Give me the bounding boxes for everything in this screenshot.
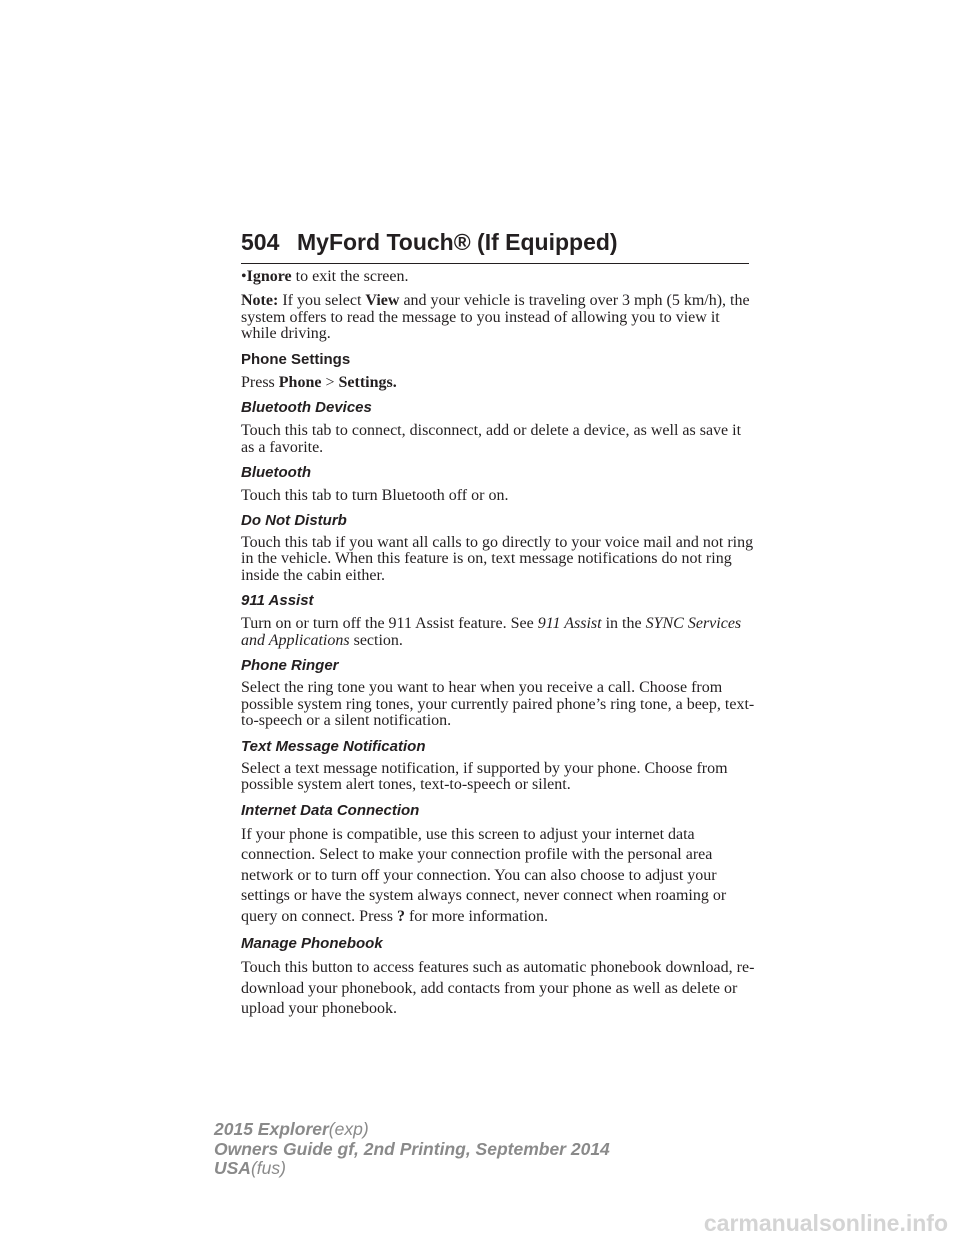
ignore-term: Ignore (246, 268, 292, 285)
bullet-glyph: • (241, 268, 247, 285)
do-not-disturb-body: Touch this tab if you want all calls to go directly to your voice mail and not ring in the vehicle. When this feature is on, text message notifications do not ring inside the cabin either. (241, 533, 754, 584)
bluetooth-devices-heading: Bluetooth Devices (241, 398, 372, 416)
phone-menu-term: Phone (278, 373, 322, 391)
assist-911-text-pre: Turn on or turn off the 911 Assist feature. See (241, 615, 538, 632)
assist-911-body (241, 615, 756, 649)
assist-911-ref: 911 Assist (537, 615, 602, 632)
footer-market: USA (214, 1158, 251, 1178)
press-text: Press (241, 373, 279, 391)
phone-settings-heading: Phone Settings (241, 350, 351, 368)
footer-market-code: (fus) (250, 1158, 286, 1178)
assist-911-text-mid: in the (601, 615, 646, 632)
note-view-term: View (365, 292, 400, 309)
phone-ringer-heading: Phone Ringer (241, 657, 339, 674)
note-text-pre: If you select (278, 292, 366, 309)
page-content (241, 268, 756, 1028)
footer-guide-line: Owners Guide gf, 2nd Printing, September 2014 (214, 1138, 610, 1159)
phone-settings-path (241, 374, 756, 391)
note-paragraph (241, 293, 756, 343)
footer-market-line (214, 1159, 634, 1179)
page-number: 504 (241, 229, 280, 255)
internet-data-text: If your phone is compatible, use this screen to adjust your internet data connection. Select to make your connection profile with the personal area network or to turn off your connection. You can also choose to adjust your settings or have the system always connect, never connect when roaming or query on connect. Press (241, 825, 727, 925)
text-message-notification-body: Select a text message notification, if supported by your phone. Choose from possible system alert tones, text-to-speech or silent. (241, 759, 728, 793)
assist-911-heading: 911 Assist (241, 592, 314, 609)
ignore-text: to exit the screen. (291, 268, 409, 285)
assist-911-text-post: section. (349, 632, 403, 649)
internet-data-connection-heading: Internet Data Connection (241, 801, 420, 819)
bluetooth-body: Touch this tab to turn Bluetooth off or on. (241, 486, 509, 504)
bluetooth-devices-body: Touch this tab to connect, disconnect, add or delete a device, as well as save it as a favorite. (241, 421, 742, 456)
path-separator: > (321, 373, 339, 391)
sync-services-ref: SYNC Services and Applications (241, 615, 742, 649)
settings-menu-term: Settings. (338, 373, 397, 391)
footer-model: 2015 Explorer (214, 1119, 329, 1139)
footer-model-line (214, 1120, 634, 1140)
manage-phonebook-heading: Manage Phonebook (241, 935, 383, 952)
internet-data-text-post: for more information. (404, 907, 549, 925)
bluetooth-heading: Bluetooth (241, 463, 311, 481)
chapter-title: MyFord Touch® (If Equipped) (297, 229, 618, 255)
note-text-post: and your vehicle is traveling over 3 mph (5 km/h), the system offers to read the message to you instead of allowing you to view it while driving. (241, 292, 750, 342)
internet-data-connection-body (241, 825, 756, 928)
site-watermark: carmanualsonline.info (703, 1210, 948, 1236)
text-message-notification-heading: Text Message Notification (241, 737, 426, 755)
page-header (241, 229, 749, 264)
footer-model-code: (exp) (328, 1119, 369, 1139)
do-not-disturb-heading: Do Not Disturb (241, 511, 347, 529)
manage-phonebook-body: Touch this button to access features such as automatic phonebook download, re-download your phonebook, add contacts from your phone as well as delete or upload your phonebook. (241, 959, 755, 1017)
ignore-bullet (241, 268, 756, 285)
phone-ringer-body: Select the ring tone you want to hear when you receive a call. Choose from possible system ring tones, your currently paired phone’s ring tone, a beep, text-to-speech or a silent notification. (241, 679, 755, 729)
help-symbol: ? (396, 907, 405, 925)
note-label: Note: (241, 292, 279, 309)
page-footer (214, 1120, 634, 1179)
